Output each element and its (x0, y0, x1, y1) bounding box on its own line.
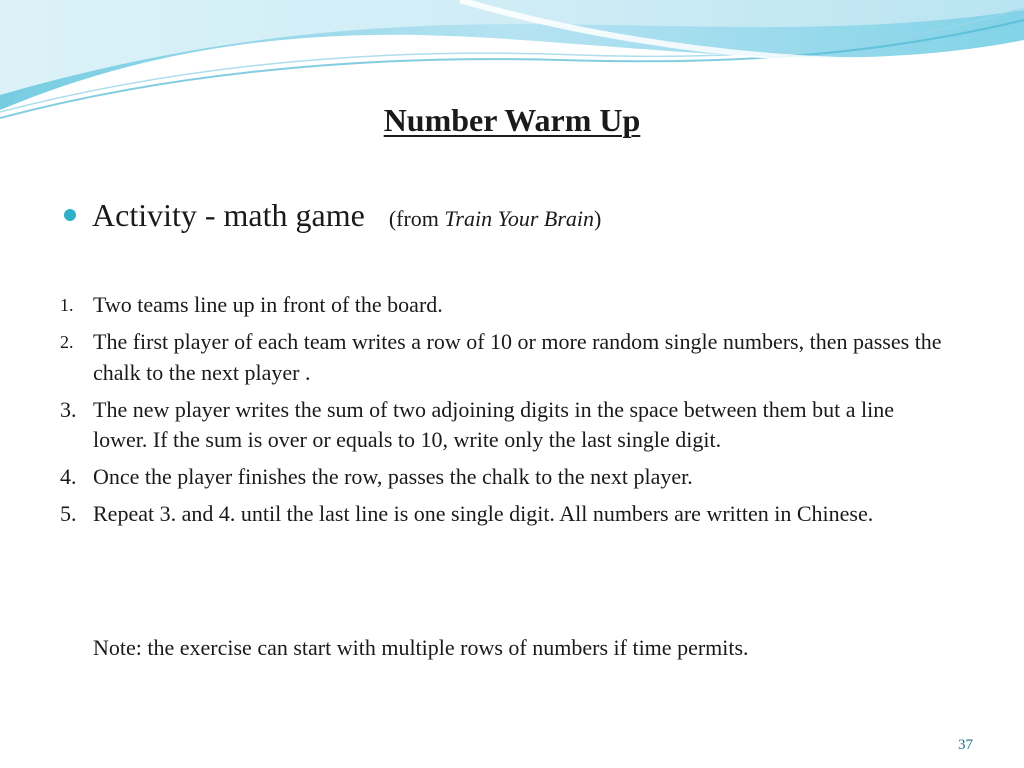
step-number: 3. (60, 396, 77, 422)
source-prefix: (from (388, 206, 439, 231)
step-text: Once the player finishes the row, passes the chalk to the next player. (93, 464, 693, 489)
step-item (0, 290, 953, 321)
step-text: Repeat 3. and 4. until the last line is one single digit. All numbers are written in Chinese. (93, 501, 874, 526)
activity-source (389, 206, 602, 231)
source-suffix: ) (594, 206, 602, 231)
step-item (0, 499, 953, 530)
step-number: 1. (60, 295, 74, 315)
slide-title: Number Warm Up (383, 102, 641, 138)
step-text: Two teams line up in front of the board. (93, 292, 443, 317)
steps-list (0, 290, 1024, 536)
step-number: 4. (60, 464, 77, 489)
step-text: The first player of each team writes a row of 10 or more random single numbers, then passes the chalk to the next player . (93, 329, 942, 385)
bullet-dot-icon (64, 209, 76, 221)
note-text: Note: the exercise can start with multiple rows of numbers if time permits. (93, 635, 749, 660)
step-item (0, 327, 953, 388)
step-item (0, 462, 953, 493)
source-title: Train Your Brain (444, 206, 594, 231)
step-number: 5. (60, 501, 77, 526)
page-number: 37 (958, 737, 973, 753)
activity-bullet (92, 195, 601, 239)
step-text: The new player writes the sum of two adjoining digits in the space between them but a line lower. If the sum is over or equals to 10, write only the last single digit. (93, 396, 894, 452)
step-number: 2. (60, 332, 74, 352)
step-item (0, 395, 953, 456)
activity-label: Activity - math game (92, 197, 365, 233)
